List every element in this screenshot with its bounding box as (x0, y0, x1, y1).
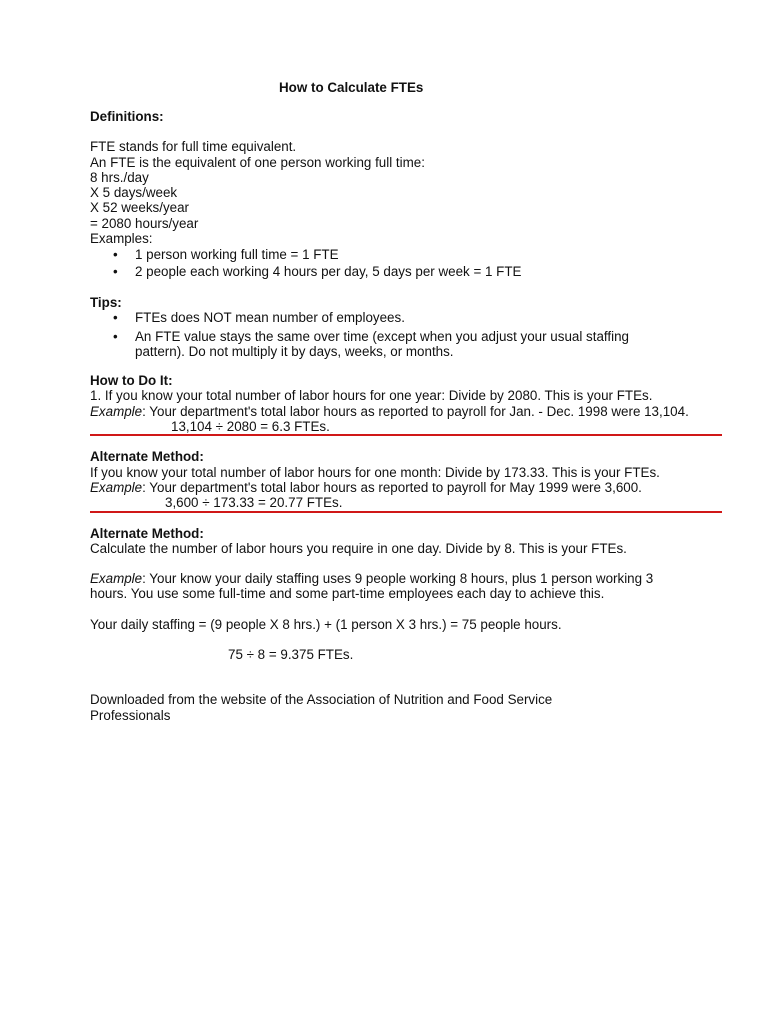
list-item (90, 310, 722, 325)
example-label: Example (90, 479, 143, 495)
example-label: Example (90, 571, 143, 587)
how-to-heading: How to Do It: (90, 373, 173, 389)
footer-source-note: Downloaded from the website of the Association of Nutrition and Food Service Professionals (90, 692, 553, 723)
tips-list (90, 310, 722, 359)
bullet-icon: • (113, 310, 118, 326)
example-text: : Your department's total labor hours as reported to payroll for Jan. - Dec. 1998 were 13,104. (142, 403, 689, 419)
example-text: : Your know your daily staffing uses 9 people working 8 hours, plus 1 person working 3 hours. You use some full-time and some part-time employees each day to achieve this. (90, 571, 654, 602)
bullet-icon: • (113, 247, 118, 263)
example-label: Example (90, 403, 143, 419)
definition-line: = 2080 hours/year (90, 215, 199, 231)
how-to-calculation: 13,104 ÷ 2080 = 6.3 FTEs. (171, 419, 330, 435)
list-item (90, 264, 722, 279)
daily-staffing-line: Your daily staffing = (9 people X 8 hrs.) + (1 person X 3 hrs.) = 75 people hours. (90, 616, 562, 632)
definitions-heading: Definitions: (90, 109, 164, 124)
list-item-text: An FTE value stays the same over time (except when you adjust your usual staffing pattern). Do not multiply it by days, weeks, or months. (135, 328, 629, 359)
how-to-text: 1. If you know your total number of labor hours for one year: Divide by 2080. This is your FTEs. (90, 388, 653, 404)
alternate-method-text: Calculate the number of labor hours you require in one day. Divide by 8. This is your FTEs. (90, 540, 627, 556)
alternate-method-heading: Alternate Method: (90, 449, 204, 465)
alternate-method-example (90, 571, 722, 602)
document-page (90, 80, 722, 723)
example-text: : Your department's total labor hours as reported to payroll for May 1999 were 3,600. (142, 479, 642, 495)
definition-line: X 52 weeks/year (90, 200, 189, 216)
alternate-method-calculation: 75 ÷ 8 = 9.375 FTEs. (228, 647, 354, 663)
alternate-method-text: If you know your total number of labor hours for one month: Divide by 173.33. This is your FTEs. (90, 464, 660, 480)
definition-line: 8 hrs./day (90, 169, 149, 185)
tips-heading: Tips: (90, 294, 122, 310)
alternate-method-calculation: 3,600 ÷ 173.33 = 20.77 FTEs. (165, 495, 343, 511)
how-to-example (90, 404, 722, 419)
definition-line: FTE stands for full time equivalent. (90, 139, 297, 155)
definition-line: Examples: (90, 231, 153, 247)
list-item-text: FTEs does NOT mean number of employees. (135, 310, 405, 326)
definition-line: X 5 days/week (90, 185, 178, 201)
document-title: How to Calculate FTEs (279, 80, 424, 95)
alternate-method-example (90, 480, 722, 495)
bullet-icon: • (113, 328, 118, 344)
definition-line: An FTE is the equivalent of one person working full time: (90, 154, 425, 170)
bullet-icon: • (113, 263, 118, 279)
list-item-text: 2 people each working 4 hours per day, 5 days per week = 1 FTE (135, 263, 522, 279)
examples-list (90, 247, 722, 279)
list-item (90, 247, 722, 262)
list-item (90, 329, 722, 360)
list-item-text: 1 person working full time = 1 FTE (135, 247, 339, 263)
alternate-method-heading: Alternate Method: (90, 525, 204, 541)
